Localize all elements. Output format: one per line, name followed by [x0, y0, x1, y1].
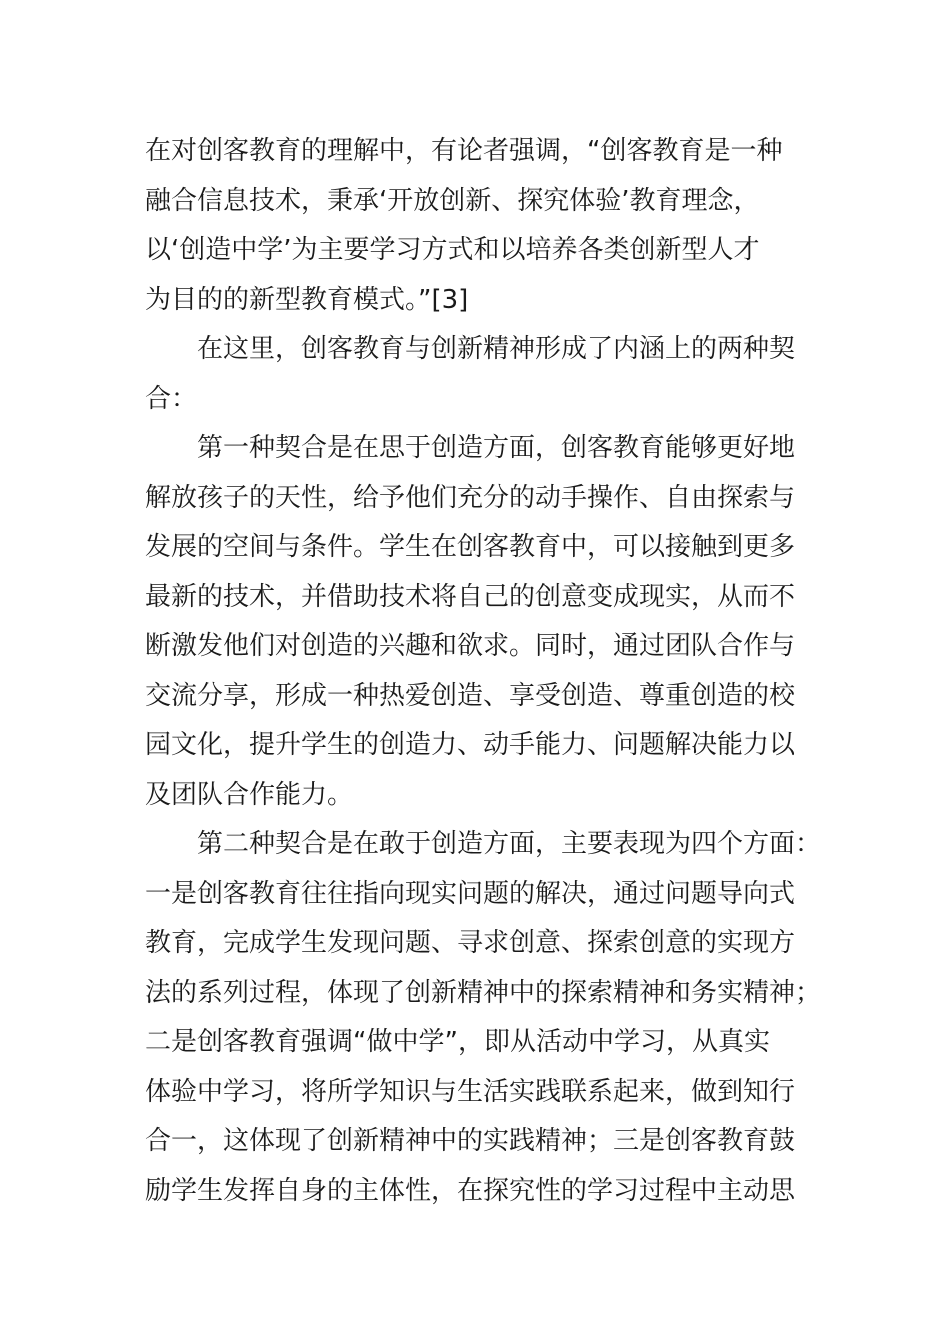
paragraph-definition	[145, 127, 805, 325]
text-line: 为目的的新型教育模式。”[3]	[145, 284, 469, 315]
text-line: 最新的技术，并借助技术将自己的创意变成现实，从而不	[145, 581, 796, 612]
text-line: 在对创客教育的理解中，有论者强调，“创客教育是一种	[145, 136, 783, 166]
text-line: 及团队合作能力。	[145, 779, 354, 810]
text-line: 第一种契合是在思于创造方面，创客教育能够更好地	[197, 433, 796, 463]
text-line: 一是创客教育往往指向现实问题的解决，通过问题导向式	[145, 878, 796, 909]
paragraph-second-fit	[145, 820, 822, 1216]
text-line: 断激发他们对创造的兴趣和欲求。同时，通过团队合作与	[145, 631, 796, 661]
text-line: 合一，这体现了创新精神中的实践精神；三是创客教育鼓	[145, 1126, 796, 1156]
paragraph-first-fit	[145, 424, 805, 820]
text-line: 合：	[145, 383, 198, 414]
text-line: 法的系列过程，体现了创新精神中的探索精神和务实精神；	[145, 977, 822, 1008]
text-line: 交流分享，形成一种热爱创造、享受创造、尊重创造的校	[145, 680, 796, 711]
text-line: 解放孩子的天性，给予他们充分的动手操作、自由探索与	[145, 482, 796, 513]
text-line: 园文化，提升学生的创造力、动手能力、问题解决能力以	[145, 730, 796, 760]
text-line: 以‘创造中学’为主要学习方式和以培养各类创新型人才	[145, 235, 760, 265]
text-line: 发展的空间与条件。学生在创客教育中，可以接触到更多	[145, 532, 796, 562]
text-line: 融合信息技术，秉承‘开放创新、探究体验’教育理念，	[145, 185, 760, 216]
text-line: 二是创客教育强调“做中学”，即从活动中学习，从真实	[145, 1027, 770, 1057]
text-line: 第二种契合是在敢于创造方面，主要表现为四个方面：	[197, 829, 822, 859]
body-text	[145, 127, 822, 1216]
paragraph-two-fits	[145, 325, 805, 424]
text-line: 励学生发挥自身的主体性，在探究性的学习过程中主动思	[145, 1175, 796, 1206]
text-line: 教育，完成学生发现问题、寻求创意、探索创意的实现方	[145, 928, 796, 958]
text-line: 体验中学习，将所学知识与生活实践联系起来，做到知行	[145, 1076, 796, 1107]
text-line: 在这里，创客教育与创新精神形成了内涵上的两种契	[197, 334, 796, 364]
